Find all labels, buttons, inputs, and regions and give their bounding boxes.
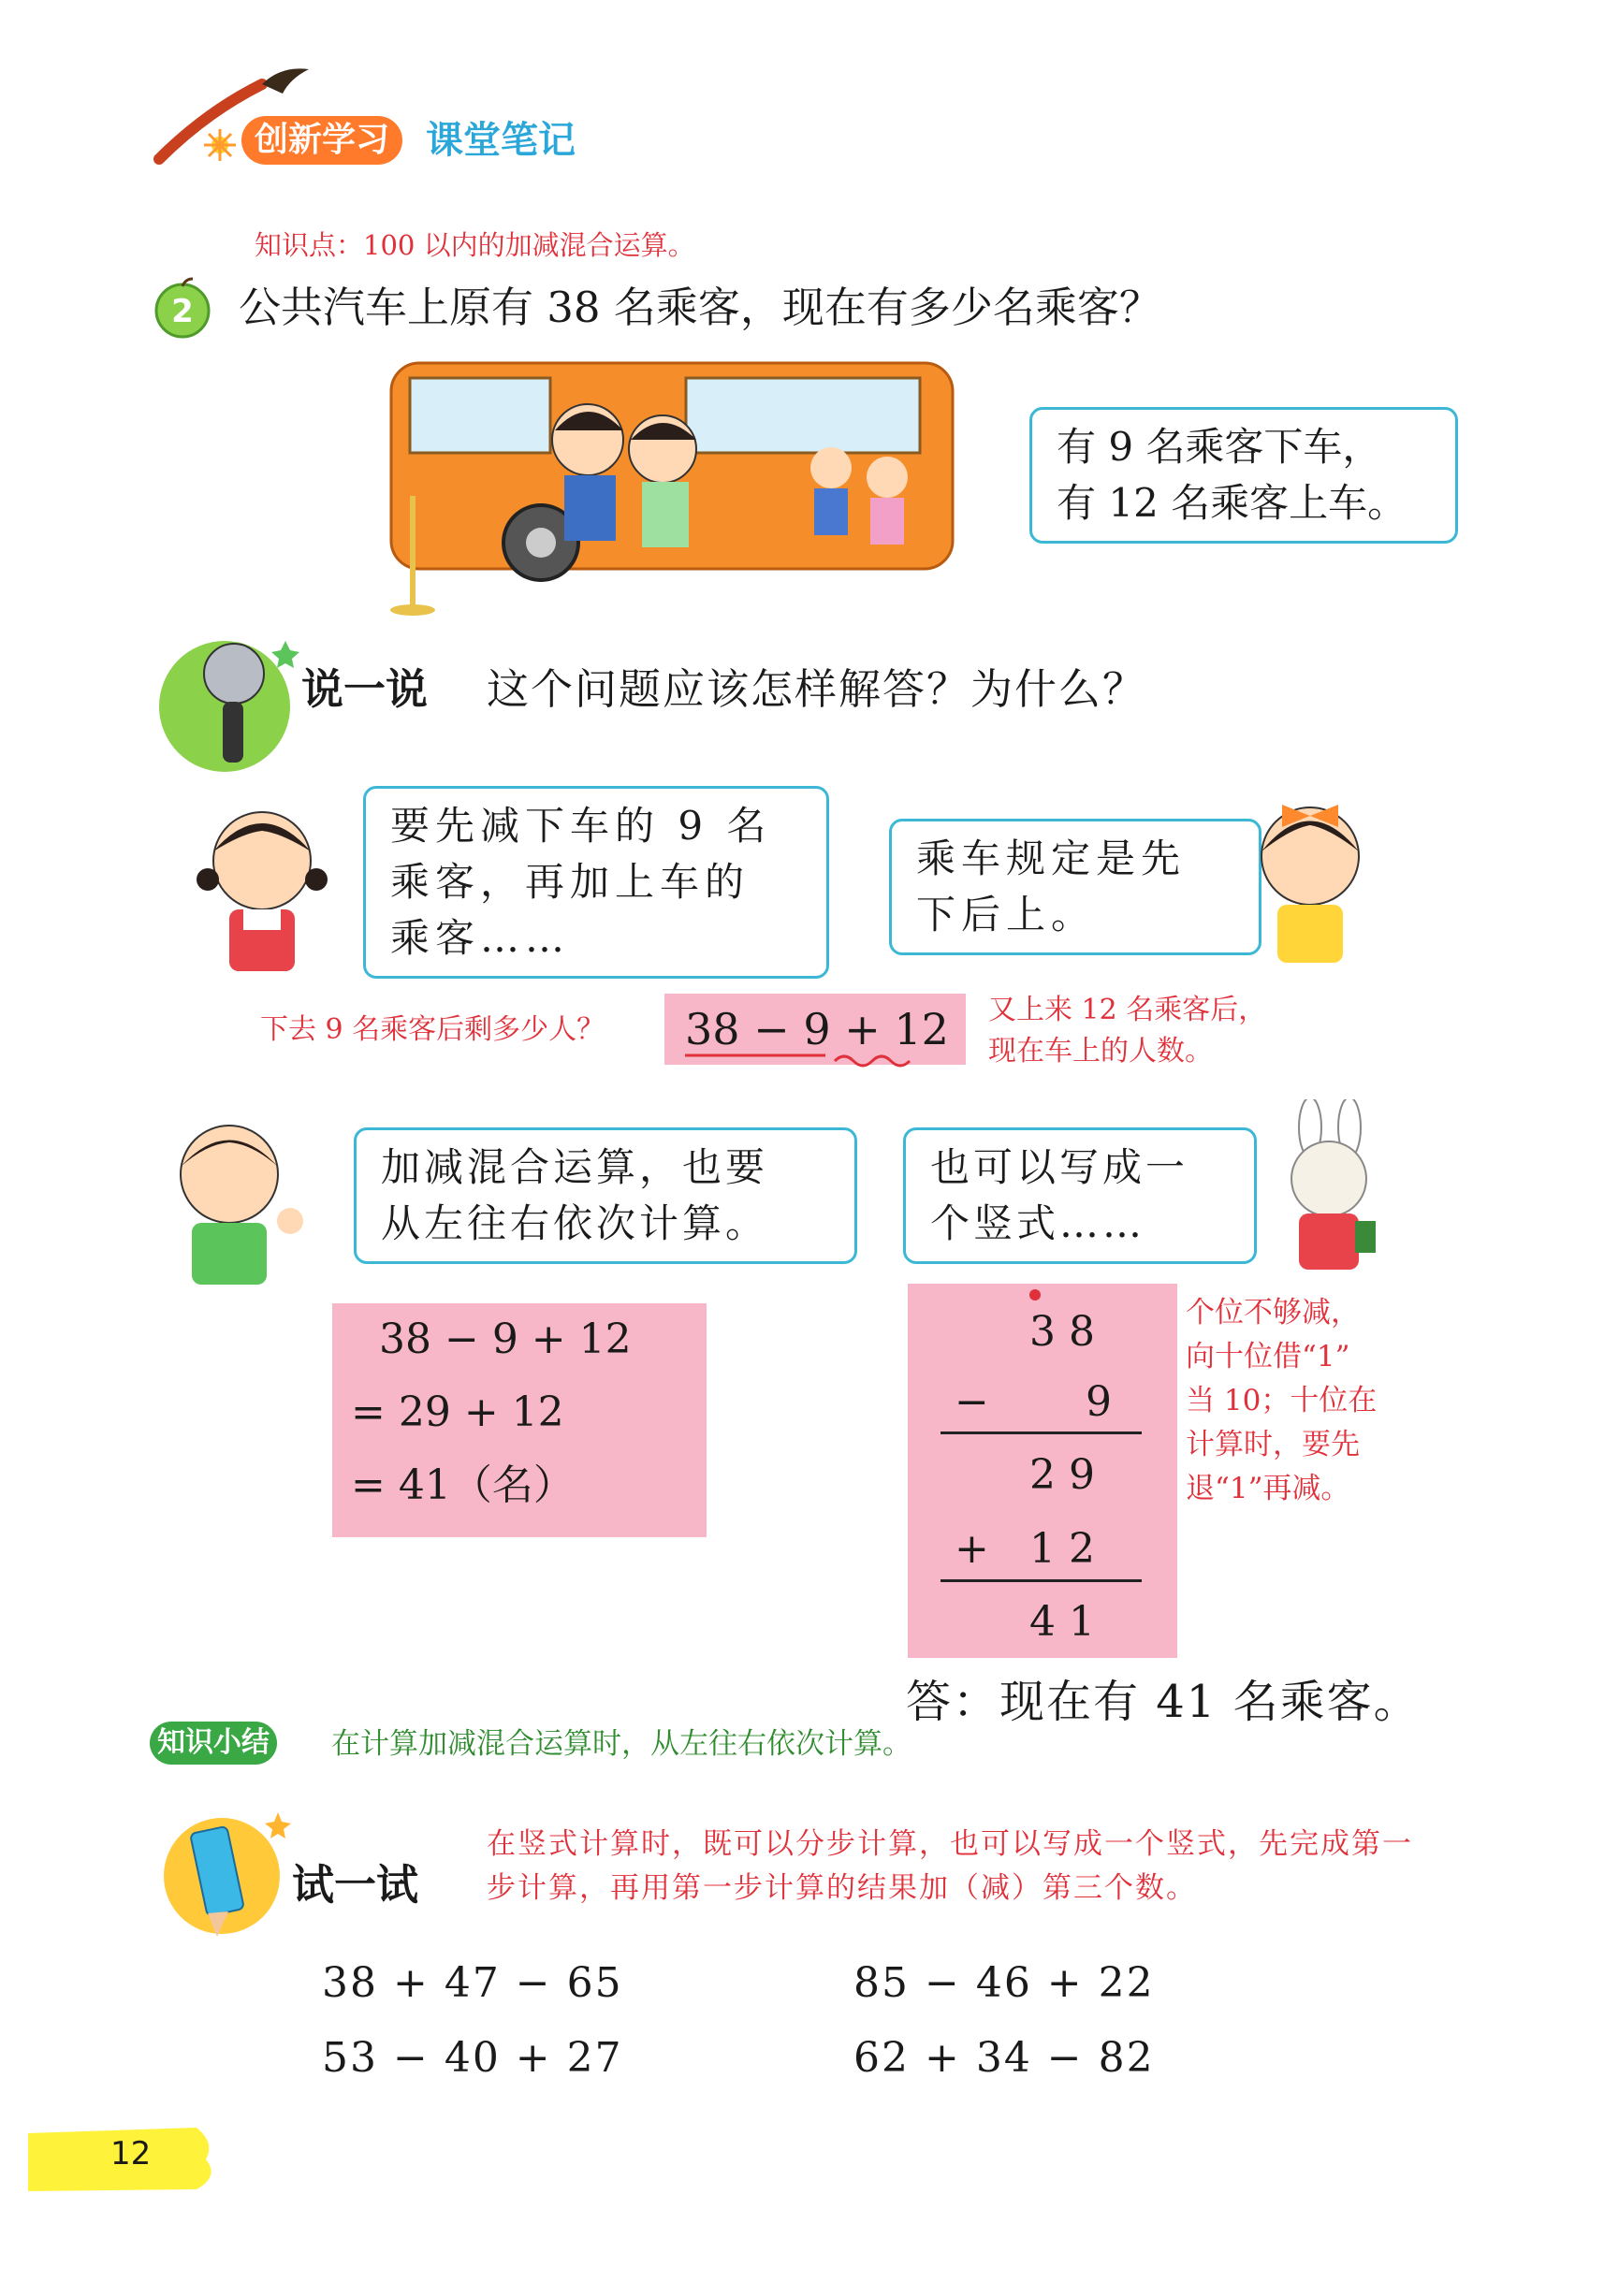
girl-bow-avatar xyxy=(1235,786,1385,964)
girl-right-line2: 下后上。 xyxy=(916,892,1097,937)
calc-line2: = 29 + 12 xyxy=(351,1388,564,1436)
expression-hint-right-line1: 又上来 12 名乘客后， xyxy=(988,994,1267,1026)
rabbit-speech-bubble xyxy=(903,1127,1257,1264)
vertical-row3: 2 9 xyxy=(1029,1451,1095,1499)
header-badge: 创新学习 xyxy=(241,116,402,165)
knowledge-point: 知识点：100 以内的加减混合运算。 xyxy=(255,229,695,261)
question-number: 2 xyxy=(171,293,194,330)
vertical-note-line4: 计算时，要先 xyxy=(1186,1428,1360,1461)
rabbit-bubble-line2: 个竖式…… xyxy=(930,1200,1146,1246)
bus-illustration xyxy=(382,356,981,627)
boy-bubble-line1: 加减混合运算，也要 xyxy=(381,1144,769,1190)
vertical-row4-operator: + xyxy=(955,1525,989,1573)
exercise-3: 53 − 40 + 27 xyxy=(322,2034,623,2082)
vertical-note-line2: 向十位借“1” xyxy=(1186,1340,1350,1373)
answer: 答：现在有 41 名乘客。 xyxy=(906,1676,1421,1728)
summary-badge: 知识小结 xyxy=(150,1722,277,1765)
calc-line1: 38 − 9 + 12 xyxy=(379,1315,632,1363)
girl-right-line1: 乘车规定是先 xyxy=(916,836,1187,881)
calc-line3: = 41（名） xyxy=(351,1461,575,1509)
vertical-note xyxy=(1186,1291,1377,1511)
bus-speech-bubble xyxy=(1029,407,1458,544)
girl-pigtails-avatar xyxy=(187,795,337,973)
boy-bubble-line2: 从左往右依次计算。 xyxy=(381,1200,769,1246)
header-title: 课堂笔记 xyxy=(426,119,576,162)
expression: 38 − 9 + 12 xyxy=(685,1004,949,1054)
expression-hint-right xyxy=(988,990,1266,1072)
bus-bubble-line1: 有 9 名乘客下车， xyxy=(1057,424,1382,470)
try-note: 在竖式计算时，既可以分步计算，也可以写成一个竖式，先完成第一步计算，再用第一步计算的结果加（减）第三个数。 xyxy=(487,1827,1413,1905)
apple-number-icon xyxy=(152,277,213,339)
vertical-row5: 4 1 xyxy=(1029,1598,1095,1646)
expression-hint-right-line2: 现在车上的人数。 xyxy=(988,1035,1213,1068)
question-text: 公共汽车上原有 38 名乘客，现在有多少名乘客？ xyxy=(239,283,1161,332)
exercise-4: 62 + 34 − 82 xyxy=(853,2034,1155,2082)
pencil-mascot-icon xyxy=(152,1801,292,1941)
rabbit-avatar xyxy=(1263,1099,1394,1277)
vertical-rule-2 xyxy=(941,1579,1142,1582)
boy-avatar xyxy=(159,1109,309,1286)
bus-bubble-line2: 有 12 名乘客上车。 xyxy=(1057,480,1407,526)
rabbit-bubble-line1: 也可以写成一 xyxy=(930,1144,1189,1190)
expression-underline xyxy=(685,1050,928,1072)
vertical-row2-operator: − xyxy=(955,1378,989,1426)
girl-right-speech-bubble xyxy=(889,819,1261,955)
vertical-row2: 9 xyxy=(1086,1378,1112,1426)
vertical-note-line5: 退“1”再减。 xyxy=(1186,1472,1350,1505)
vertical-row1: 3 8 xyxy=(1029,1308,1095,1356)
step-calculation-box xyxy=(332,1303,707,1537)
vertical-note-line3: 当 10；十位在 xyxy=(1186,1384,1378,1417)
summary-text: 在计算加减混合运算时，从左往右依次计算。 xyxy=(331,1727,911,1761)
girl-left-line2: 乘客，再加上车的 xyxy=(390,859,751,905)
page-number: 12 xyxy=(110,2135,152,2172)
girl-left-speech-bubble xyxy=(363,786,829,979)
speak-text: 这个问题应该怎样解答？为什么？ xyxy=(487,664,1147,714)
speak-label: 说一说 xyxy=(301,664,429,714)
exercise-1: 38 + 47 − 65 xyxy=(322,1959,623,2007)
expression-hint-left: 下去 9 名乘客后剩多少人？ xyxy=(260,1013,605,1046)
vertical-rule-1 xyxy=(941,1431,1142,1434)
boy-speech-bubble xyxy=(354,1127,857,1264)
try-label: 试一试 xyxy=(292,1860,419,1910)
exercise-2: 85 − 46 + 22 xyxy=(853,1959,1155,2007)
girl-left-line1: 要先减下车的 9 名 xyxy=(390,803,772,849)
girl-left-line3: 乘客…… xyxy=(390,915,571,961)
vertical-row4: 1 2 xyxy=(1029,1525,1095,1573)
vertical-note-line1: 个位不够减， xyxy=(1186,1296,1360,1330)
microphone-mascot-icon xyxy=(150,622,309,781)
